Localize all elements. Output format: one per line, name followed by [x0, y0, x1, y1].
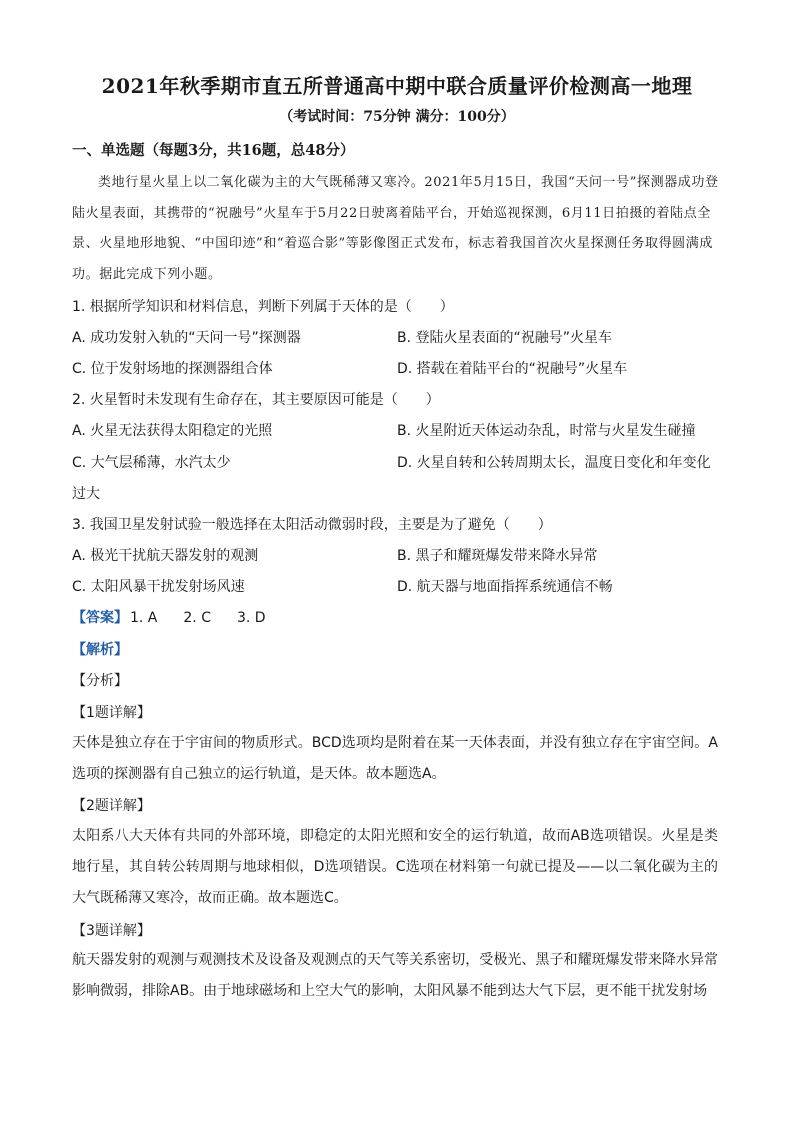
- q3-detail-text: 航天器发射的观测与观测技术及设备及观测点的天气等关系密切，受极光、黑子和耀斑爆发带来降水异常影响微弱，排除AB。由于地球磁场和上空大气的影响，太阳风暴不能到达大气下层，更不能干扰发射场: [72, 952, 718, 999]
- question-2-option-d-continued: 过大: [72, 486, 100, 502]
- q3-detail-label: 【3题详解】: [72, 923, 151, 939]
- answer-item: 1. A: [130, 610, 158, 626]
- question-1-option-d: D. 搭载在着陆平台的“祝融号”火星车: [397, 361, 628, 377]
- analysis-label: 【解析】: [72, 642, 128, 658]
- q1-detail-label: 【1题详解】: [72, 705, 151, 721]
- question-2-option-d: D. 火星自转和公转周期太长，温度日变化和年变化: [397, 455, 711, 471]
- overview-label: 【分析】: [72, 673, 128, 689]
- q2-detail-label: 【2题详解】: [72, 798, 151, 814]
- answer-item: 2. C: [183, 610, 211, 626]
- question-3-option-c: C. 太阳风暴干扰发射场风速: [72, 579, 245, 595]
- question-1-option-a: A. 成功发射入轨的“天问一号”探测器: [72, 330, 301, 346]
- question-1-stem: 1. 根据所学知识和材料信息，判断下列属于天体的是（ ）: [72, 299, 454, 315]
- question-1-option-c: C. 位于发射场地的探测器组合体: [72, 361, 273, 377]
- q1-detail-text: 天体是独立存在于宇宙间的物质形式。BCD选项均是附着在某一天体表面，并没有独立存在宇宙空间。A选项的探测器有自己独立的运行轨道，是天体。故本题选A。: [72, 735, 718, 782]
- answer-line: [72, 607, 292, 627]
- section-heading: 一、单选题（每题3分，共16题，总48分）: [72, 142, 355, 159]
- question-3-stem: 3. 我国卫星发射试验一般选择在太阳活动微弱时段，主要是为了避免（ ）: [72, 517, 552, 533]
- answer-item: 3. D: [236, 610, 266, 626]
- question-1-option-b: B. 登陆火星表面的“祝融号”火星车: [397, 330, 613, 346]
- question-2-option-a: A. 火星无法获得太阳稳定的光照: [72, 423, 273, 439]
- question-2-option-c: C. 大气层稀薄，水汽太少: [72, 455, 231, 471]
- exam-info: （考试时间：75分钟 满分：100分）: [279, 109, 515, 125]
- answer-label: 【答案】: [72, 610, 128, 626]
- page-title: 2021年秋季期市直五所普通高中期中联合质量评价检测高一地理: [101, 74, 693, 98]
- question-3-option-d: D. 航天器与地面指挥系统通信不畅: [397, 579, 613, 595]
- material-paragraph: 类地行星火星上以二氧化碳为主的大气既稀薄又寒冷。2021年5月15日，我国“天问一号”探测器成功登陆火星表面，其携带的“祝融号”火星车于5月22日驶离着陆平台，开始巡视探测，6月11日拍摄的着陆点全景、火星地形地貌、“中国印迹”和“着巡合影”等影像图正式发布，标志着我国首次火星探测任务取得圆满成功。据此完成下列小题。: [72, 175, 719, 282]
- question-2-option-b: B. 火星附近天体运动杂乱，时常与火星发生碰撞: [397, 423, 696, 439]
- question-3-option-b: B. 黑子和耀斑爆发带来降水异常: [397, 548, 598, 564]
- question-2-stem: 2. 火星暂时未发现有生命存在，其主要原因可能是（ ）: [72, 392, 440, 408]
- q2-detail-text: 太阳系八大天体有共同的外部环境，即稳定的太阳光照和安全的运行轨道，故而AB选项错误。火星是类地行星，其自转公转周期与地球相似，D选项错误。C选项在材料第一句就已提及——以二氧化碳为主的大气既稀薄又寒冷，故而正确。故本题选C。: [72, 828, 718, 906]
- question-3-option-a: A. 极光干扰航天器发射的观测: [72, 548, 259, 564]
